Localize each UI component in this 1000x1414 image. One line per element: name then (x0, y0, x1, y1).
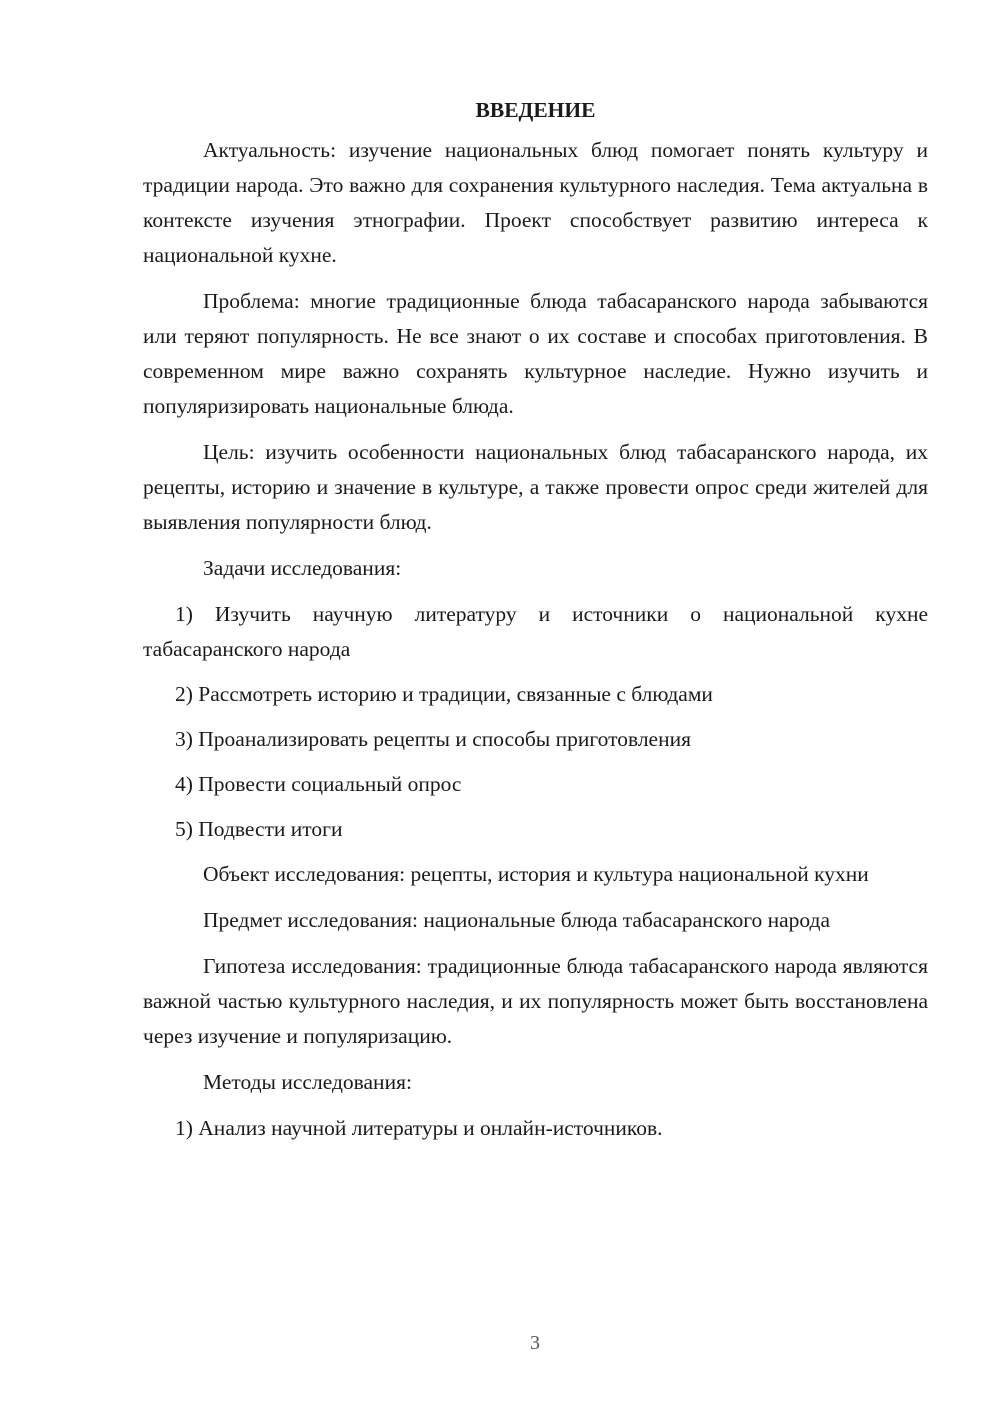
document-page (143, 93, 928, 1156)
list-item: 5) Подвести итоги (175, 817, 343, 841)
goal-paragraph: Цель: изучить особенности национальных блюд табасаранского народа, их рецепты, историю и значение в культуре, а также провести опрос среди жителей для выявления популярности блюд. (143, 440, 928, 534)
subject-paragraph: Предмет исследования: национальные блюда табасаранского народа (203, 908, 831, 932)
list-item: 4) Провести социальный опрос (175, 772, 462, 796)
tasks-list (143, 597, 928, 847)
page-number: 3 (530, 1332, 540, 1354)
problem-paragraph: Проблема: многие традиционные блюда табасаранского народа забываются или теряют популярность. Не все знают о их составе и способах приготовления. В современном мире важно сохранять культурное наследие. Нужно изучить и популяризировать национальные блюда. (143, 289, 928, 418)
list-item: 1) Изучить научную литературу и источники о национальной кухне табасаранского народа (143, 602, 928, 661)
list-item: 3) Проанализировать рецепты и способы приготовления (175, 727, 691, 751)
section-title: ВВЕДЕНИЕ (475, 98, 596, 122)
hypothesis-paragraph: Гипотеза исследования: традиционные блюда табасаранского народа являются важной частью культурного наследия, и их популярность может быть восстановлена через изучение и популяризацию. (143, 954, 928, 1048)
list-item: 2) Рассмотреть историю и традиции, связанные с блюдами (175, 682, 713, 706)
list-item: 1) Анализ научной литературы и онлайн-источников. (175, 1116, 663, 1140)
object-paragraph: Объект исследования: рецепты, история и культура национальной кухни (203, 862, 869, 886)
methods-list (143, 1111, 928, 1146)
tasks-heading: Задачи исследования: (203, 556, 402, 580)
relevance-paragraph: Актуальность: изучение национальных блюд помогает понять культуру и традиции народа. Это важно для сохранения культурного наследия. Тема актуальна в контексте изучения этнографии. Проект способствует развитию интереса к национальной кухне. (143, 138, 928, 267)
methods-heading: Методы исследования: (203, 1070, 412, 1094)
